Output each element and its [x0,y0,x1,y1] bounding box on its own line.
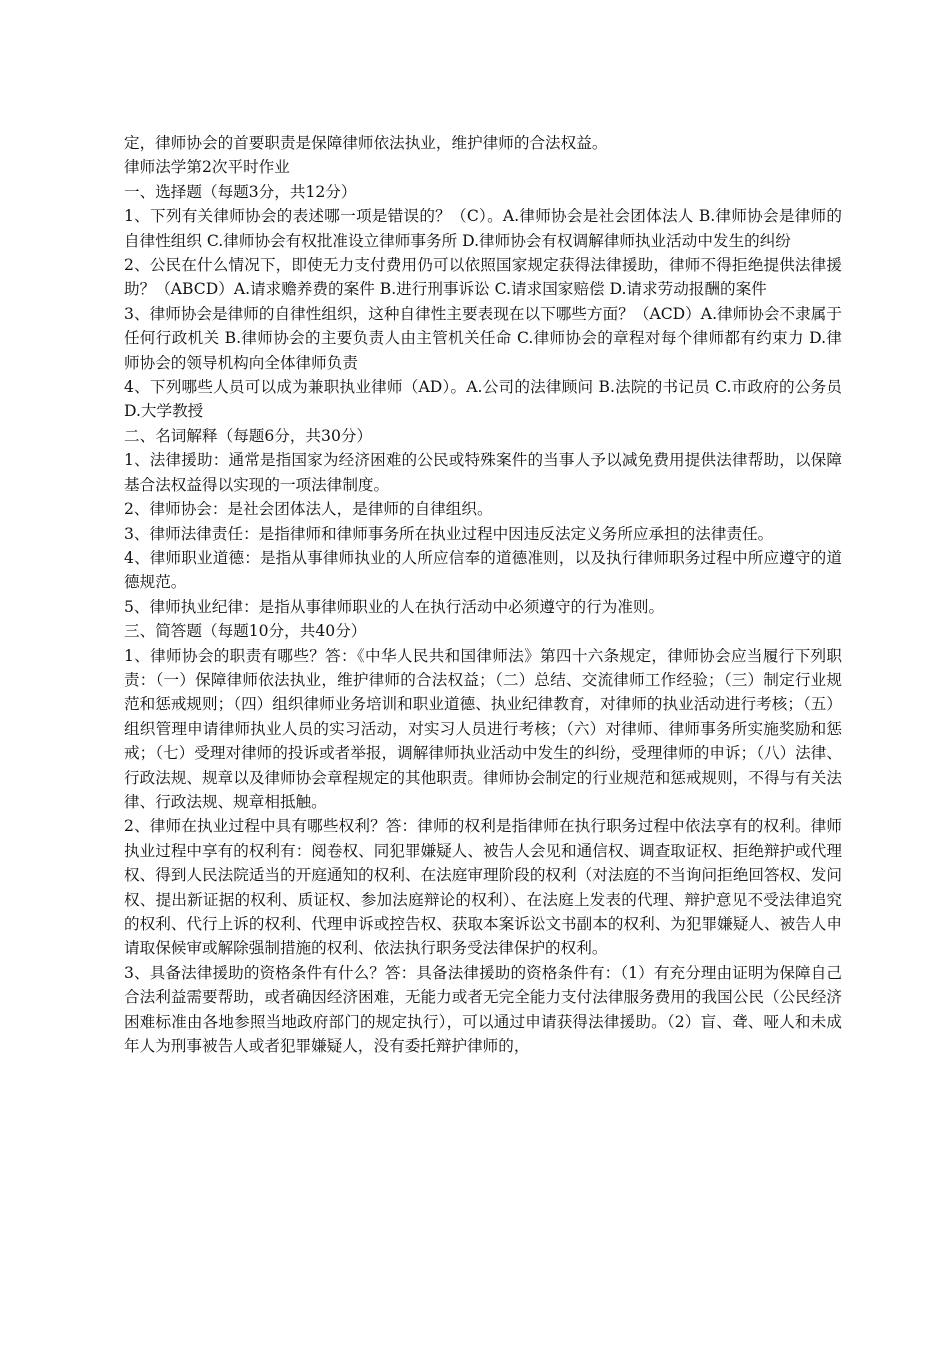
section-heading: 二、名词解释（每题6分，共30分） [124,426,373,445]
section-heading: 三、简答题（每题10分，共40分） [124,622,367,641]
answer-item: 3、具备法律援助的资格条件有什么？答：具备法律援助的资格条件有：（1）有充分理由证明为保障自己合法利益需要帮助，或者确因经济困难，无能力或者无完全能力支付法律服务费用的我国公民（公民经济困难标准由各地参照当地政府部门的规定执行），可以通过申请获得法律援助。（2）盲、聋、哑人和未成年人为刑事被告人或者犯罪嫌疑人，没有委托辩护律师的， [124,963,842,1056]
definition-item: 3、律师法律责任：是指律师和律师事务所在执业过程中因违反法定义务所应承担的法律责任。 [124,524,774,543]
definition-item: 1、法律援助：通常是指国家为经济困难的公民或特殊案件的当事人予以减免费用提供法律帮助，以保障基合法权益得以实现的一项法律制度。 [124,451,842,494]
document-page [124,131,842,1058]
question-item: 3、律师协会是律师的自律性组织，这种自律性主要表现在以下哪些方面？（ACD）A.律师协会不隶属于任何行政机关 B.律师协会的主要负责人由主管机关任命 C.律师协会的章程对每个律师都有约束力 D.律师协会的领导机构向全体律师负责 [124,304,842,372]
answer-item: 2、律师在执业过程中具有哪些权利？答：律师的权利是指律师在执行职务过程中依法享有的权利。律师执业过程中享有的权利有：阅卷权、同犯罪嫌疑人、被告人会见和通信权、调查取证权、拒绝辩护或代理权、得到人民法院适当的开庭通知的权利、在法庭审理阶段的权利（对法庭的不当询问拒绝回答权、发问权、提出新证据的权利、质证权、参加法庭辩论的权利）、在法庭上发表的代理、辩护意见不受法律追究的权利、代行上诉的权利、代理申诉或控告权、获取本案诉讼文书副本的权利、为犯罪嫌疑人、被告人申请取保候审或解除强制措施的权利、依法执行职务受法律保护的权利。 [124,817,842,958]
definition-item: 4、律师职业道德：是指从事律师执业的人所应信奉的道德准则，以及执行律师职务过程中所应遵守的道德规范。 [124,548,842,592]
definition-item: 2、律师协会：是社会团体法人，是律师的自律组织。 [124,500,493,519]
question-item: 2、公民在什么情况下，即使无力支付费用仍可以依照国家规定获得法律援助，律师不得拒绝提供法律援助？（ABCD）A.请求赡养费的案件 B.进行刑事诉讼 C.请求国家赔偿 D.请求劳动报酬的案件 [124,256,842,299]
question-item: 1、下列有关律师协会的表述哪一项是错误的？（C）。A.律师协会是社会团体法人 B.律师协会是律师的自律性组织 C.律师协会有权批准设立律师事务所 D.律师协会有权调解律师执业活动中发生的纠纷 [124,207,842,250]
answer-item: 1、律师协会的职责有哪些？答：《中华人民共和国律师法》第四十六条规定，律师协会应当履行下列职责：（一）保障律师依法执业，维护律师的合法权益；（二）总结、交流律师工作经验；（三）制定行业规范和惩戒规则；（四）组织律师业务培训和职业道德、执业纪律教育，对律师的执业活动进行考核；（五）组织管理申请律师执业人员的实习活动，对实习人员进行考核；（六）对律师、律师事务所实施奖励和惩戒；（七）受理对律师的投诉或者举报，调解律师执业活动中发生的纠纷，受理律师的申诉；（八）法律、行政法规、规章以及律师协会章程规定的其他职责。律师协会制定的行业规范和惩戒规则，不得与有关法律、行政法规、规章相抵触。 [124,646,842,811]
document-paragraph: 定，律师协会的首要职责是保障律师依法执业，维护律师的合法权益。 [124,134,608,152]
assignment-title: 律师法学第2次平时作业 [124,158,290,177]
question-item: 4、下列哪些人员可以成为兼职执业律师（AD）。A.公司的法律顾问 B.法院的书记员 C.市政府的公务员 D.大学教授 [124,378,842,421]
section-heading: 一、选择题（每题3分，共12分） [124,182,357,201]
definition-item: 5、律师执业纪律：是指从事律师职业的人在执行活动中必须遵守的行为准则。 [124,597,665,616]
